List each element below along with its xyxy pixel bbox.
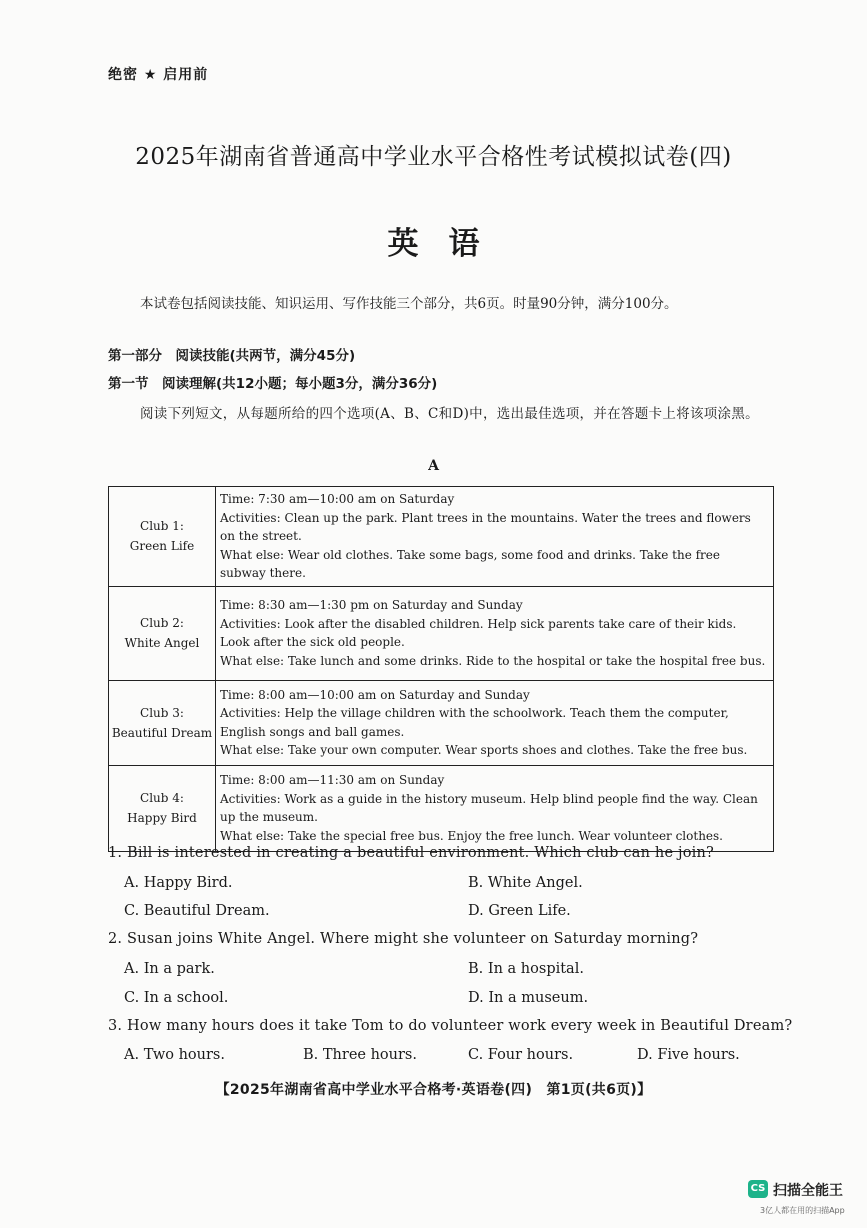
question-stem: 3. How many hours does it take Tom to do volunteer work every week in Beautiful Dream? xyxy=(108,1018,793,1034)
club-time: Time: 8:00 am—11:30 am on Sunday xyxy=(220,773,445,787)
table-row xyxy=(109,487,774,587)
club-what-else: What else: Take lunch and some drinks. Ride to the hospital or take the hospital free bus. xyxy=(220,653,766,668)
section-heading: 第一节 阅读理解(共12小题；每小题3分，满分36分) xyxy=(108,376,438,392)
club-name: White Angel xyxy=(124,636,200,650)
question-stem: 1. Bill is interested in creating a beautiful environment. Which club can he join? xyxy=(108,845,715,861)
club-time: Time: 8:30 am—1:30 pm on Saturday and Sunday xyxy=(220,598,523,612)
option-a: A. Two hours. xyxy=(124,1047,225,1063)
club-activities: Activities: Help the village children with the schoolwork. Teach them the computer, English songs and ball games. xyxy=(220,706,729,739)
option-d: D. In a museum. xyxy=(468,990,589,1006)
table-row xyxy=(109,586,774,680)
club-what-else: What else: Wear old clothes. Take some bags, some food and drinks. Take the free subway there. xyxy=(220,547,720,580)
question-stem: 2. Susan joins White Angel. Where might she volunteer on Saturday morning? xyxy=(108,931,699,947)
option-d: D. Five hours. xyxy=(637,1047,740,1063)
option-a: A. Happy Bird. xyxy=(124,875,233,891)
club-activities: Activities: Work as a guide in the history museum. Help blind people find the way. Clean up the museum. xyxy=(220,791,758,824)
part-heading: 第一部分 阅读技能(共两节，满分45分) xyxy=(108,348,356,364)
club-name-cell xyxy=(109,680,216,765)
option-c: C. Beautiful Dream. xyxy=(124,903,270,919)
option-b: B. Three hours. xyxy=(303,1047,417,1063)
club-time: Time: 8:00 am—10:00 am on Saturday and Sunday xyxy=(220,687,530,702)
passage-label: A xyxy=(428,458,439,474)
scanner-app-name: 扫描全能王 xyxy=(773,1183,843,1199)
option-b: B. In a hospital. xyxy=(468,961,584,977)
option-d: D. Green Life. xyxy=(468,903,571,919)
option-b: B. White Angel. xyxy=(468,875,583,891)
club-info-cell xyxy=(216,765,774,851)
club-activities: Activities: Clean up the park. Plant trees in the mountains. Water the trees and flowers on the street. xyxy=(220,510,751,543)
club-what-else: What else: Take your own computer. Wear sports shoes and clothes. Take the free bus. xyxy=(220,743,748,757)
club-number: Club 1: xyxy=(140,519,184,534)
option-c: C. Four hours. xyxy=(468,1047,574,1063)
club-name: Beautiful Dream xyxy=(111,725,213,740)
table-row xyxy=(109,680,774,765)
club-info-cell xyxy=(216,487,774,587)
exam-intro: 本试卷包括阅读技能、知识运用、写作技能三个部分，共6页。时量90分钟，满分100分。 xyxy=(140,296,678,312)
club-time: Time: 7:30 am—10:00 am on Saturday xyxy=(220,492,455,506)
exam-title: 2025年湖南省普通高中学业水平合格性考试模拟试卷(四) xyxy=(135,144,732,170)
club-number: Club 4: xyxy=(140,791,184,805)
club-what-else: What else: Take the special free bus. Enjoy the free lunch. Wear volunteer clothes. xyxy=(220,828,723,843)
confidential-label: 绝密 ★ 启用前 xyxy=(108,67,209,83)
club-activities: Activities: Look after the disabled children. Help sick parents take care of their kids. Look after the sick old people. xyxy=(220,616,737,649)
club-info-cell xyxy=(216,586,774,680)
option-a: A. In a park. xyxy=(124,961,215,977)
subject-title: 英语 xyxy=(387,226,510,262)
club-number: Club 3: xyxy=(140,705,184,720)
option-c: C. In a school. xyxy=(124,990,229,1006)
club-name-cell xyxy=(109,487,216,587)
club-name-cell xyxy=(109,586,216,680)
instructions: 阅读下列短文，从每题所给的四个选项(A、B、C和D)中，选出最佳选项，并在答题卡上将该项涂黑。 xyxy=(140,406,759,422)
page-footer: 【2025年湖南省高中学业水平合格考·英语卷(四) 第1页(共6页)】 xyxy=(215,1082,652,1098)
club-name-cell xyxy=(109,765,216,851)
camscanner-logo-icon: CS xyxy=(748,1180,768,1198)
club-info-cell xyxy=(216,680,774,765)
club-name: Green Life xyxy=(129,539,195,554)
scanner-tagline: 3亿人都在用的扫描App xyxy=(760,1206,845,1215)
clubs-table xyxy=(108,486,774,852)
club-name: Happy Bird xyxy=(127,811,197,825)
club-number: Club 2: xyxy=(140,616,184,630)
table-row xyxy=(109,765,774,851)
